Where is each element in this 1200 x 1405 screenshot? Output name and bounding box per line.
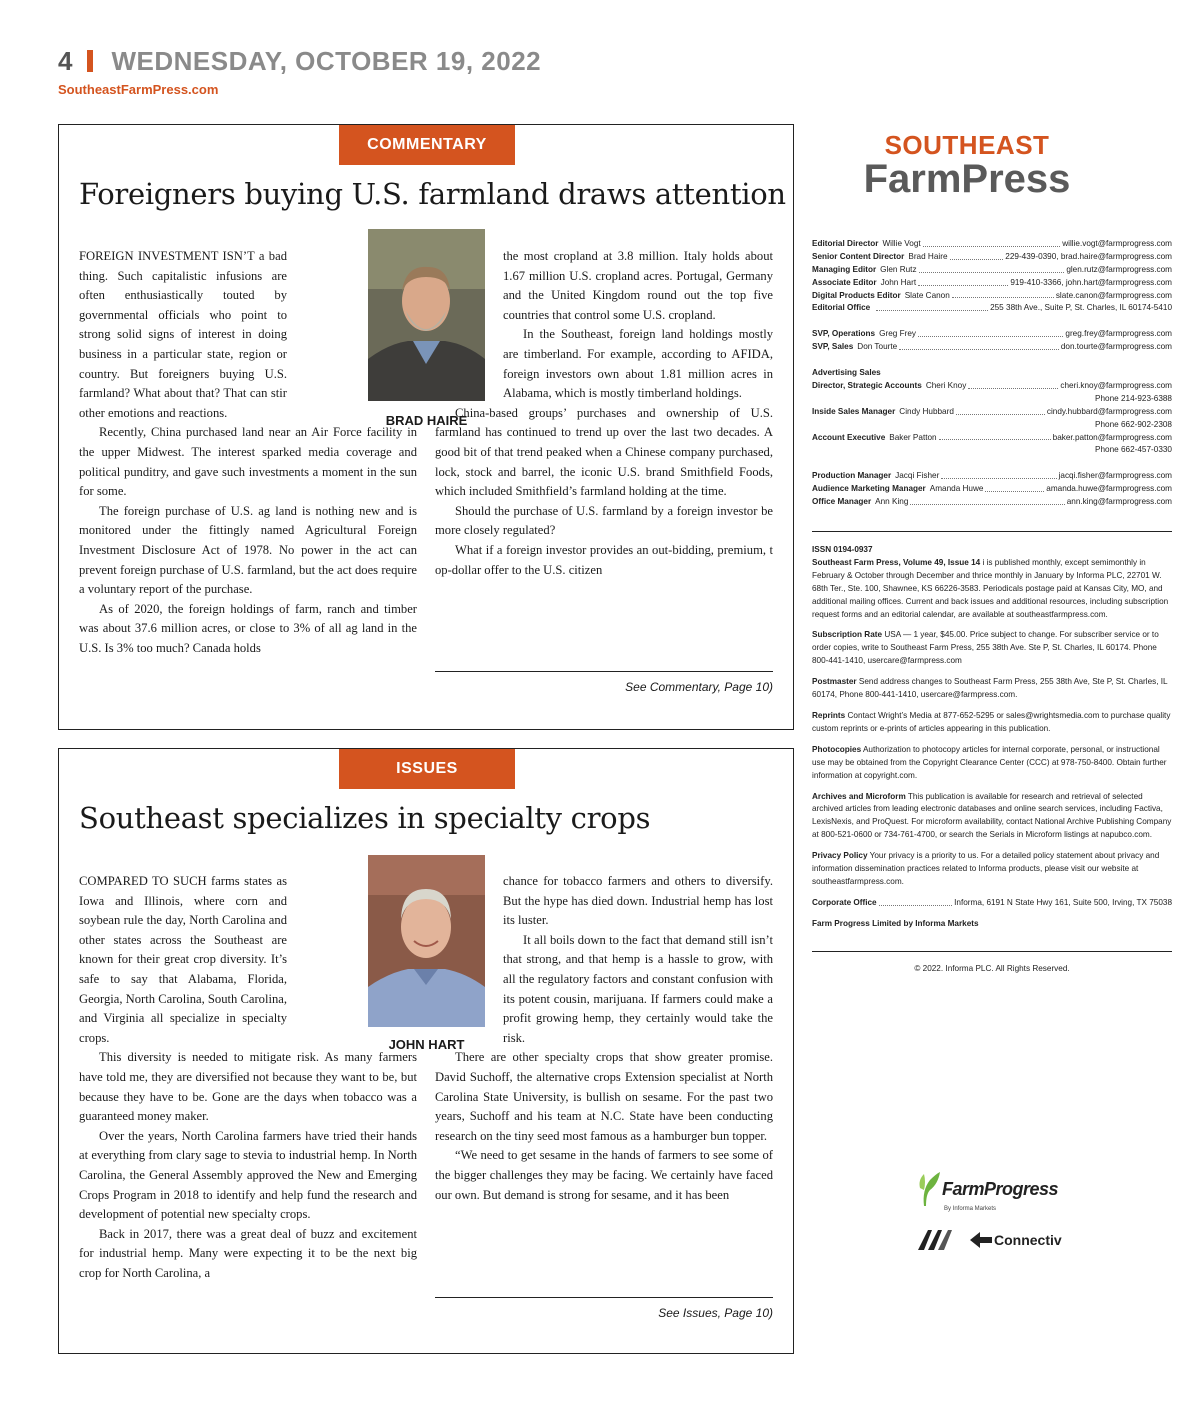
association-logos (916, 1226, 1086, 1254)
masthead-sidebar (812, 130, 1172, 973)
article-column-2 (435, 872, 773, 1205)
paragraph: Back in 2017, there was a great deal of buzz and excitement for industrial hemp. Many were expecting it to be the next big crop for North Carolina, a (79, 1226, 417, 1280)
author-byline: JOHN HART (388, 1037, 465, 1052)
staff-contact[interactable]: greg.frey@farmprogress.com (1065, 329, 1172, 339)
farmprogress-logo (916, 1170, 1086, 1208)
continued-reference: See Issues, Page 10) (435, 1297, 773, 1320)
staff-contact[interactable]: baker.patton@farmprogress.com (1052, 432, 1172, 442)
staff-row: SVP, Operations Greg Frey greg.frey@farmprogress.com (812, 328, 1172, 341)
staff-contact[interactable]: cheri.knoy@farmprogress.com (1060, 381, 1172, 391)
paragraph: In the Southeast, foreign land holdings mostly are timberland. For example, according to AFIDA, foreign investors own about 1.81 million acres in Alabama, which is mostly timberland holdings. (503, 327, 773, 401)
page-header (58, 46, 541, 77)
staff-contact[interactable]: 919-410-3366, john.hart@farmprogress.com (1010, 277, 1172, 287)
header-divider (87, 50, 93, 72)
article-column-1 (79, 247, 417, 658)
staff-contact[interactable]: ann.king@farmprogress.com (1066, 497, 1172, 507)
paragraph: The foreign purchase of U.S. ag land is nothing new and is monitored under the fittingly named Agricultural Foreign Investment Disclosure Act of 1978. No power in the act can prevent foreign purchase of U.S. farmland, but the act does require a voluntary report of the purchase. (79, 503, 417, 597)
farmprogress-subtitle: By Informa Markets (944, 1206, 997, 1212)
staff-phone: Phone 662-457-0330 (1095, 445, 1172, 455)
leaf-icon (916, 1170, 942, 1208)
staff-row: Office Manager Ann King ann.king@farmprogress.com (812, 496, 1172, 509)
staff-contact[interactable]: 255 38th Ave., Suite P, St. Charles, IL 60174-5410 (990, 303, 1172, 313)
reprints-info: Reprints Contact Wright’s Media at 877-652-5295 or sales@wrightsmedia.com to purchase quality custom reprints or e-prints of articles appearing in this publication. (812, 711, 1171, 733)
staff-contact[interactable]: willie.vogt@farmprogress.com (1062, 239, 1172, 248)
staff-row: Audience Marketing Manager Amanda Huwe amanda.huwe@farmprogress.com (812, 483, 1172, 496)
author-byline: BRAD HAIRE (385, 413, 468, 428)
commentary-article (58, 124, 794, 730)
paragraph: “We need to get sesame in the hands of farmers to see some of the bigger challenges they may be facing. We certainly have faced our own. But demand is strong for sesame, and it has been (435, 1148, 773, 1202)
copyright: © 2022. Informa PLC. All Rights Reserved. (914, 963, 1070, 973)
staff-row: Editorial Director Willie Vogt willie.vogt@farmprogress.com (812, 238, 1172, 251)
staff-row: Associate Editor John Hart 919-410-3366, john.hart@farmprogress.com (812, 277, 1172, 290)
staff-contact[interactable]: cindy.hubbard@farmprogress.com (1046, 406, 1172, 416)
amm-logo-icon (916, 1226, 956, 1254)
staff-contact[interactable]: glen.rutz@farmprogress.com (1066, 264, 1172, 274)
staff-list (812, 238, 1172, 509)
article-headline: Foreigners buying U.S. farmland draws attention (79, 177, 786, 211)
staff-row: Editorial Office 255 38th Ave., Suite P, St. Charles, IL 60174-5410 (812, 302, 1172, 315)
page-number: 4 (58, 46, 74, 76)
paragraph: Should the purchase of U.S. farmland by a foreign investor be more closely regulated? (435, 503, 773, 538)
paragraph: This diversity is needed to mitigate risk. As many farmers have told me, they are diversified not because they want to be, but because they have to be. Gone are the days when tobacco was a guaranteed money maker. (79, 1050, 417, 1124)
staff-contact[interactable]: 229-439-0390, brad.haire@farmprogress.com (1005, 251, 1172, 261)
postmaster-info: Postmaster Send address changes to Southeast Farm Press, 255 38th Ave, Ste P, St. Charles, IL 60174, Phone 800-441-1410, usercare@farmpress.com. (812, 677, 1168, 700)
staff-contact[interactable]: don.tourte@farmprogress.com (1060, 342, 1172, 352)
staff-row: Managing Editor Glen Rutz glen.rutz@farmprogress.com (812, 264, 1172, 277)
connectiv-wordmark: Connectiv (994, 1232, 1062, 1248)
corporate-office: Corporate Office Informa, 6191 N State Hwy 161, Suite 500, Irving, TX 75038 (812, 897, 1172, 907)
article-headline: Southeast specializes in specialty crops (79, 801, 651, 835)
divider (812, 531, 1172, 532)
staff-contact[interactable]: jacqi.fisher@farmprogress.com (1058, 471, 1172, 481)
paragraph: China-based groups’ purchases and ownership of U.S. farmland has continued to trend up over the last two decades. A good bit of that trend peaked when a Chinese company purchased, lock, stock and barrel, the iconic U.S. brand Smithfield Foods, which included Smithfield’s farmland holding at the time. (435, 405, 773, 499)
article-column-2 (435, 247, 773, 580)
archives-info: Archives and Microform This publication is available for research and retrieval of selected archived articles from leading electronic databases and online search services, including Factiva, LexisNexis, and ProQuest. For microform availability, contact National Archive Publishing Company at 800-521-0600 or 734-761-4700, or search the Serials in Microform listings at napubco.com. (812, 791, 1172, 840)
issues-article (58, 748, 794, 1354)
farm-progress-limited: Farm Progress Limited by Informa Markets (812, 918, 979, 928)
section-tag: ISSUES (339, 749, 515, 789)
paragraph: What if a foreign investor provides an out-bidding, premium, t op-dollar offer to the U.S. citizen (435, 542, 773, 577)
paragraph: It all boils down to the fact that demand still isn’t that strong, and that hemp is a hassle to grow, with all the regulatory factors and constant confusion with its potent cousin, marijuana. If farmers could make a profit growing hemp, they certainly would take the risk. (503, 932, 773, 1045)
staff-contact[interactable]: slate.canon@farmprogress.com (1055, 290, 1172, 300)
issue-date: WEDNESDAY, OCTOBER 19, 2022 (111, 46, 542, 76)
paragraph: Over the years, North Carolina farmers have tried their hands at everything from clary sage to stevia to industrial hemp. In North Carolina, the General Assembly approved the New and Emerging Crops Program in 2018 to identify and help fund the research and development of potential new specialty crops. (79, 1128, 417, 1222)
paragraph: COMPARED TO SUCH farms states as Iowa and Illinois, where corn and soybean rule the day, North Carolina and other states across the Southeast are known for their great crop diversity. It’s safe to say that Alabama, Florida, Georgia, North Carolina, South Carolina, and Virginia all specialize in specialty crops. (79, 874, 287, 1045)
paragraph: There are other specialty crops that show greater promise. David Suchoff, the alternative crops Extension specialist at North Carolina State University, is bullish on sesame. For the past two years, Suchoff and his team at N.C. State have been conducting research on the tiny seed most famous as a hamburger bun topper. (435, 1050, 773, 1143)
privacy-info: Privacy Policy Your privacy is a priority to us. For a detailed policy statement about privacy and information dissemination practices related to Informa products, please visit our website at southeastfarmpress.com. (812, 851, 1160, 886)
photocopies-info: Photocopies Authorization to photocopy articles for internal corporate, personal, or instructional use may be obtained from the Copyright Clearance Center (CCC) at 978-750-8400. Obtain further information at copyright.com. (812, 744, 1167, 780)
publication-logo-top: SOUTHEAST (884, 130, 1050, 160)
site-url[interactable]: SoutheastFarmPress.com (58, 82, 219, 97)
article-column-1 (79, 872, 417, 1283)
farmprogress-wordmark: FarmProgress (942, 1178, 1059, 1199)
partner-logos (916, 1170, 1086, 1254)
advertising-label: Advertising Sales (812, 368, 881, 378)
paragraph: chance for tobacco farmers and others to diversify. But the hype has died down. Industrial hemp has lost its luster. (503, 874, 773, 928)
divider (812, 951, 1172, 952)
staff-row: Account Executive Baker Patton baker.patton@farmprogress.com (812, 432, 1172, 445)
subscription-info: Subscription Rate USA — 1 year, $45.00. Price subject to change. For subscriber service or to order copies, write to Southeast Farm Press, 255 38th Ave. Ste P, St. Charles, IL 60174. Phone 800-441-1410, usercare@farmpress.com (812, 630, 1159, 666)
paragraph: the most cropland at 3.8 million. Italy holds about 1.67 million U.S. cropland acres. Portugal, Germany and the United Kingdom round out the top five countries that control some U.S. cropland. (503, 249, 773, 322)
issn: ISSN 0194-0937 (812, 545, 873, 555)
staff-row: Production Manager Jacqi Fisher jacqi.fisher@farmprogress.com (812, 470, 1172, 483)
staff-row: Senior Content Director Brad Haire 229-439-0390, brad.haire@farmprogress.com (812, 251, 1172, 264)
continued-reference: See Commentary, Page 10) (435, 671, 773, 694)
staff-contact[interactable]: amanda.huwe@farmprogress.com (1046, 484, 1172, 494)
staff-row: Digital Products Editor Slate Canon slate.canon@farmprogress.com (812, 290, 1172, 303)
paragraph: Recently, China purchased land near an Air Force facility in the upper Midwest. The interest sparked media coverage and political punditry, and gave such investments a moment in the sun for some. (79, 425, 417, 499)
staff-row: Inside Sales Manager Cindy Hubbard cindy.hubbard@farmprogress.com (812, 406, 1172, 419)
connectiv-icon (968, 1229, 994, 1251)
staff-phone: Phone 214-923-6388 (1095, 393, 1172, 403)
section-tag: COMMENTARY (339, 125, 515, 165)
staff-phone: Phone 662-902-2308 (1095, 419, 1172, 429)
paragraph: As of 2020, the foreign holdings of farm, ranch and timber was about 37.6 million acres, or close to 3% of all ag land in the U.S. Is 3% too much? Canada holds (79, 601, 417, 655)
publication-logo-bottom: FarmPress (863, 157, 1071, 201)
publication-info: Southeast Farm Press, Volume 49, Issue 14 i is published monthly, except semimonthly in February & October through December and thrice monthly in January by Informa PLC, 22701 W. 68th Ter., Ste. 100, Shawnee, KS 66226-3583. Periodicals postage paid at Kansas City, MO, and additional mailing offices. Current and back issues and additional resources, including subscription request forms and an editorial calendar, are available at southeastfarmpress.com. (812, 557, 1169, 619)
paragraph: FOREIGN INVESTMENT ISN’T a bad thing. Such capitalistic infusions are often enthusiastically touted by governmental officials who point to strong solid signs of interest in doing business in a particular state, region or country. But foreigners buying U.S. farmland? What about that? That can stir other emotions and reactions. (79, 249, 287, 420)
staff-row: Director, Strategic Accounts Cheri Knoy cheri.knoy@farmprogress.com (812, 380, 1172, 393)
staff-row: SVP, Sales Don Tourte don.tourte@farmprogress.com (812, 341, 1172, 354)
